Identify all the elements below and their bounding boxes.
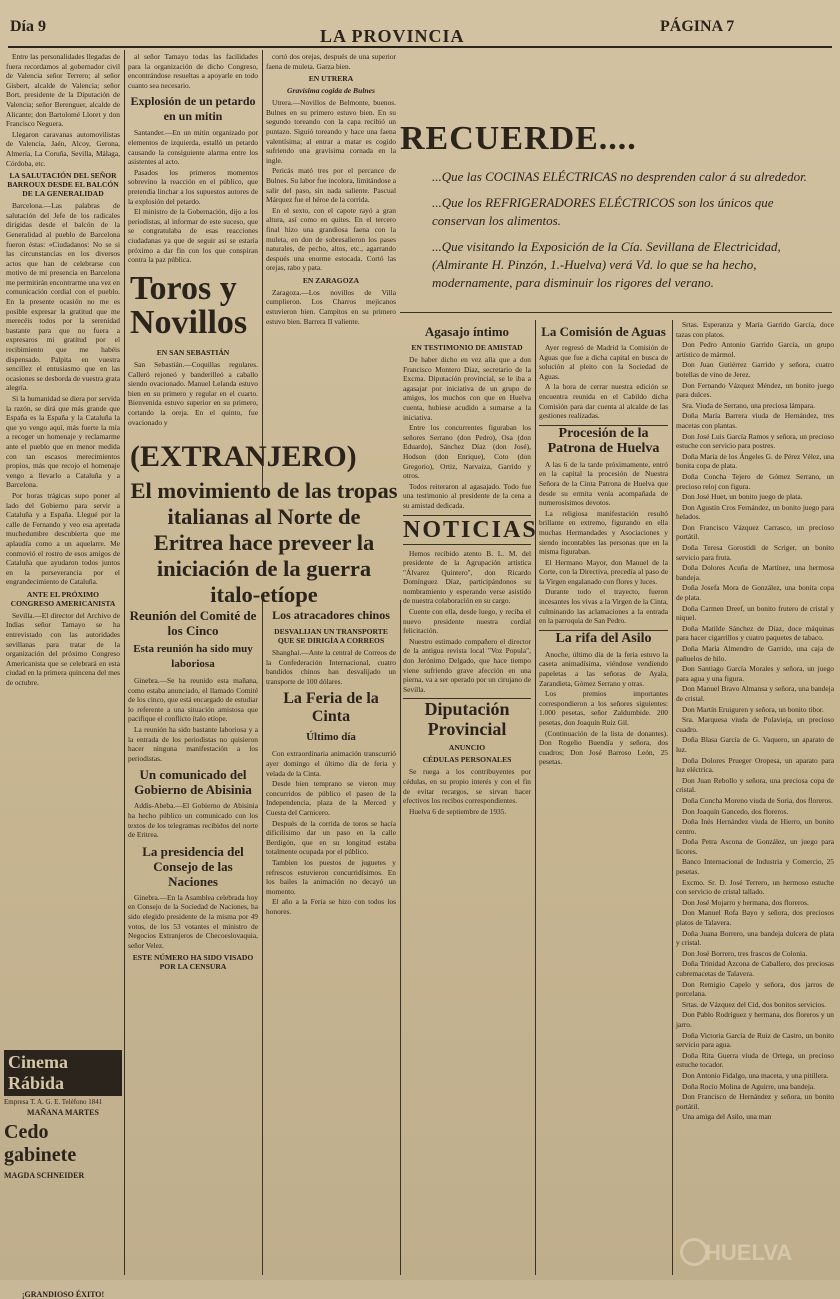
column-5: La Comisión de Aguas Ayer regresó de Madrid la Comisión de Aguas que fue a dicha capital en busca de solución al pleito con la Sociedad de Aguas. A la hora de cerrar nuestra edición se encuentra reunida en el Cabildo dicha Comisión para dar cuenta al alcalde de las gestiones realizadas. Procesión de la Patrona de Huelva A las 6 de la tarde próximamente, entró en la capital la procesión de Nuestra Señora de la Cinta Patrona de Huelva que desde su ermita venía acompañada de numerosísimos devotos. La religiosa manifestación resultó brillante en extremo, figurando en ella muchas Hermandades y Asociaciones y siendo incontables las personas que en la misma figuraban. El Hermano Mayor, don Manuel de la Corte, con la Directiva, precedía al paso de la Virgen engalanado con flores y luces. Durante todo el trayecto, fueron incesantes los vivas a la Virgen de la Cinta, culminando las aclamaciones a la entrada en la parroquia de San Pedro. La rifa del Asilo Anoche, último día de la feria estuvo la caseta animadísima, viéndose vendiendo papeletas a las señoras de Ayala, Zarandieta, Gómez Serrano y otras. Los premios importantes correspondieron a los señores siguientes: 1.000 pesetas, señor Zaldumbide. 200 pesetas, don Joaquín Ruiz Gil. (Continuación de la lista de donantes). Don Rogelio Buendía y señora, dos cuadros; Don José Barroso León, 25 pesetas. (539, 324, 668, 767)
film-star: MAGDA SCHNEIDER (4, 1171, 85, 1180)
watermark-text: HUELVA (705, 1240, 793, 1265)
headline-agasajo: Agasajo íntimo (424, 324, 510, 339)
page-number-label: PÁGINA 7 (660, 18, 735, 35)
film-title: Cedo gabinete (4, 1121, 77, 1166)
extranjero-label: (EXTRANJERO) (130, 440, 357, 473)
page-day-label: Día 9 (10, 18, 46, 35)
column-2-upper: al señor Tamayo todas las facilidades para la organización de dicho Congreso, encontrándose resueltas a apoyarle en todo cuanto sea necesario. Explosión de un petardo en un mitin Santander.—En un mitin organizado por elementos de izquierda, estalló un petardo causando la consiguiente alarma entre los asistentes al acto. Pasados los primeros momentos sobrevino la reacción en el público, que pretendía linchar a los supuestos autores de la explosión del petardo. El ministro de la Gobernación, dijo a los periodistas, al informar de este suceso, que se congratulaba de esas reacciones ciudadanas ya que de seguir así se estaría próximo a dar fin con los que conspiran contra la paz pública. (128, 52, 258, 265)
column-divider (672, 320, 673, 1275)
headline-diputacion: Diputación Provincial (403, 698, 531, 739)
page-header (0, 0, 840, 48)
headline-rifa: La rifa del Asilo (539, 630, 668, 646)
headline-procesion: Procesión de la Patrona de Huelva (539, 425, 668, 456)
ad-line: ...Que las COCINAS ELÉCTRICAS no desprenden calor á su alrededor. (432, 169, 807, 184)
headline-abisinia: Un comunicado del Gobierno de Abisinia (134, 767, 252, 798)
watermark-logo-icon (680, 1238, 708, 1266)
column-6-donors: Srtas. Esperanza y María Garrido García, doce tazas con platos. Don Pedro Antonio Garrido García, un grupo artístico de mármol. Don Juan Gutiérrez Garrido y señora, cuatro botellas de vino de Jerez. Don Fernando Vázquez Méndez, un bonito juego para dulces. Sra. Viuda de Serrano, una preciosa lámpara. Doña María Barrera viuda de Hernández, tres macetas con plantas. Don José Luis García Ramos y señora, un precioso estuche con servicio para postres. Doña María de los Ángeles G. de Pérez Vélez, una bonita copa de plata. Doña Concha Tejero de Gómez Serrano, un precioso reloj con figura. Don José Huet, un bonito juego de plata. Don Agustín Cros Fernández, un bonito juego para helados. Don Francisco Vázquez Carrasco, un precioso portátil. Doña Teresa Gorostidi de Scriger, un bonito servicio para fruta. Doña Dolores Acuña de Martínez, una hermosa bandeja. Doña Josefa Mora de González, una bonita copa de plata. Doña Carmen Dreef, un bonito frutero de cristal y niquel. Doña Matilde Sánchez de Díaz, doce máquinas para hacer cigarrillos y cuatro paquetes de tabaco. Doña María Almendro de Garrido, una caja de pañuelos de hilo. Don Santiago García Morales y señora, un juego para agua y una figura. Don Manuel Bravo Almansa y señora, una bandeja de cristal. Don Martín Eruiguren y señora, un bonito tibor. Sra. Marquesa viuda de Polavieja, un precioso cuadro. Doña Blasa García de G. Vaquero, un aparato de luz. Doña Dolores Prueger Oropesa, un aparato para luz eléctrica. Don Juan Rebollo y señora, una preciosa copa de cristal. Doña Concha Moreno viuda de Soria, dos floreros. Don Joaquín Gancedo, dos floreros. Doña Inés Hernández viuda de Hierro, un bonito centro. Doña Petra Ascona de González, un juego para licores. Banco Internacional de Industria y Comercio, 25 pesetas. Excmo. Sr. D. José Terrero, un hermoso estuche con servicio de cristal tallado. Don José Mojarro y hermana, dos floreros. Don Manuel Rofa Bayo y señora, dos preciosos platos de Talavera. Doña Juana Borrero, una bandeja dulcera de plata y cristal. Don José Borrero, tres frascos de Colonia. Doña Trinidad Azcona de Caballero, dos preciosas cubremacetas de Talavera. Don Remigio Capelo y señora, dos jarros de porcelana. Srtas. de Vázquez del Cid, dos bonitos servicios. Don Pablo Rodríguez y hermana, dos floreros y un jarro. Doña Victoria García de Ruiz de Castro, un bonito servicio para agua. Doña Rita Guerra viuda de Ortega, un precioso estuche tocador. Don Antonio Fidalgo, una maceta, y una pitillera. Doña Rocío Molina de Aguirre, una bandeja. Don Francisco de Hernández y señora, un bonito portátil. Una amiga del Asilo, una man (676, 320, 834, 1122)
headline-atracadores: Los atracadores chinos (272, 608, 390, 622)
column-2-lower: Reunión del Comité de los Cinco Esta reunión ha sido muy laboriosa Ginebra.—Se ha reunido esta mañana, como estaba anunciado, el llamado Comité de los cinco, que está encargado de estudiar lo referente a una situación amistosa que pacifique el conflicto ítalo etíope. La reunión ha sido bastante laboriosa y a la entrada de los periodistas no quisieron hacer ninguna manifestación a los periodistas. Un comunicado del Gobierno de Abisinia Addis-Abeba.—El Gobierno de Abisinia ha hecho público un comunicado con los textos de los telegramas recibidos del norte de Eritrea. La presidencia del Consejo de las Naciones Ginebra.—En la Asamblea celebrada hoy en Consejo de la Sociedad de Naciones, ha sido elegido presidente de la misma por 49 votos, de los 53 votantes el ministro de Negocios Extranjeros de Checoeslovaquia, señor Velez. ESTE NÚMERO HA SIDO VISADO POR LA CENSURA (128, 608, 258, 972)
ad-line: ...Que visitando la Exposición de la Cía. Sevillana de Electricidad, (Almirante H. Pinzón, 1.-Huelva) verá Vd. lo que se ha hecho, modernamente, para disminuir los rigores del verano. (432, 239, 781, 290)
cinema-name: Cinema Rábida (4, 1050, 122, 1096)
main-headline: El movimiento de las tropas italianas al Norte de Eritrea hace preveer la iniciación de la guerra italo-etíope (130, 478, 398, 607)
cinema-rabida-ad (4, 1050, 122, 1299)
headline-comision: La Comisión de Aguas (541, 324, 666, 339)
column-divider (535, 320, 536, 1275)
cinema-address: Empresa T. A. G. E. Teléfono 1841 (4, 1098, 103, 1106)
column-divider (262, 50, 263, 490)
electricity-ad (400, 120, 830, 300)
column-divider (262, 600, 263, 1275)
column-divider (400, 600, 401, 1275)
column-3-lower: Los atracadores chinos DESVALIJAN UN TRANSPORTE QUE SE DIRIGÍA A CORREOS Shanghai.—Ante la central de Correos de la Confederación Internacional, cuatro bandidos chinos han desvalijado un transporte de 100 dólares. La Feria de la Cinta Último día Con extraordinaria animación transcurrió ayer domingo el último día de feria y velada de la Cinta. Desde bien temprano se vieron muy concurridos de público el paseo de la Independencia, plaza de la Merced y Cuesta del Carnicero. Después de la corrida de toros se hacía dificilísimo dar un paso en la calle Berdigón, que en su longitud estaba totalmente ocupada por el público. Tambien los puestos de juguetes y refrescos estuvieron concurridísimos. En los bailes la animación no decayó un momento. El año a la Feria se hizo con todos los honores. (266, 608, 396, 916)
ad-line: ...Que los REFRIGERADORES ELÉCTRICOS son los únicos que conservan los alimentos. (432, 195, 774, 228)
film-exito: ¡GRANDIOSO ÉXITO! (21, 1290, 105, 1299)
masthead-title: LA PROVINCIA (320, 26, 465, 46)
headline-noticias: NOTICIAS (403, 516, 538, 543)
headline-presidencia: La presidencia del Consejo de las Naciones (142, 843, 244, 889)
column-4: Agasajo íntimo EN TESTIMONIO DE AMISTAD De haber dicho en vez alla que a don Francisco Montero Díaz, secretario de la Excma. Diputación provincial, se le iba a agasajar por iniciativa de un grupo de amigos, los muchos con que en Huelva cuenta, hubiese acudido a sumarse a la iniciativa. Entre los concurrentes figuraban los señores Serrano (don Pedro), Osa (don Eduardo), Sánchez Díaz (don José), Hodson (don Enrique), Coto (don Gregorio), Ortiz, Narvaiza, Garrido y otros. Todos reiteraron al agasajado. Todo fue una testimonio al presidente de la cena a su amistad dedicada. NOTICIAS Hemos recibido atento B. L. M. del presidente de la Agrupación artística "Álvarez Quintero", don Ricardo Domínguez Díaz, participándonos su nombramiento y esperando verse asistido de nuestra colaboración en su cargo. Cuente con ella, desde luego, y reciba el nuevo presidente nuestra cordial felicitación. Nuestro estimado compañero el director de la antigua revista local "Voz Popula", don Jerónimo Delgado, que hace tiempo viene sufriendo grave afección en una pierna, va a ser operado por un cirujano de Sevilla. Diputación Provincial ANUNCIO CÉDULAS PERSONALES Se ruega a los contribuyentes por cédulas, en su propio interés y con el fin de evitar recargos, se sirvan hacer efectivos los recibos correspondientes. Huelva 6 de septiembre de 1935. (403, 324, 538, 816)
header-rule (8, 46, 832, 48)
column-2-toros: EN SAN SEBASTIÁN San Sebastián.—Coquillas regulares. Calleró rejoneó y banderilleó a caballo siendo ovacionado. Manuel Lelanda estuvo bien en su primero y regular en el cuarto. Bienvenida estuvo superior en su primero, cortando la oreja. En el quinto, fue ovacionado y (128, 348, 258, 427)
section-heading: LA SALUTACIÓN DEL SEÑOR BARROUX DESDE EL BALCÓN DE LA GENERALIDAD (7, 171, 119, 199)
headline-feria: La Feria de la Cinta (283, 690, 379, 726)
ad-title: RECUERDE.... (400, 120, 637, 157)
headline-comite: Reunión del Comité de los Cinco (129, 608, 257, 638)
cinema-next: MAÑANA MARTES (27, 1108, 99, 1117)
headline-bulnes: Gravísima cogida de Bulnes (287, 86, 375, 96)
toros-headline: Toros y Novillos (130, 270, 248, 341)
column-1: Entre las personalidades llegadas de fuera recordamos al gobernador civil de Valencia señor Terrero; al señor Gisbert, alcalde de Valencia; señor Bort, presidente de la Diputación de Valencia; señor Berenguer, alcalde de Alicante; don Bartolomé Lloret y don Francisco Neguera. Llegaron caravanas automovilistas de Valencia, Jaén, Alcoy, Gerona, Almería, La Coruña, Sevilla, Málaga, Córdoba, etc. LA SALUTACIÓN DEL SEÑOR BARROUX DESDE EL BALCÓN DE LA GENERALIDAD Barcelona.—Las palabras de salutación del Jefe de los radicales dirigidas desde el balcón de la Generalidad al pueblo de Barcelona fueron éstas: «Ciudadanos: No se si las circunstancias en los diversos actos que han de celebrarse con motivo de mi presencia en Barcelona me permitirán encontrarme una vez en comunicación cordial con el pueblo. En la presente ocasión no me es posible expresar la gratitud que me merecéis todos por la serenidad bastante para que no fuera a expresaros mi gratitud por el recibimiento que me habéis dispensado. Palpita en vuestra sencillez el entusiasmo que en las ocasiones se desborda de vuestra grata alegría. Si la humanidad se diera por servida la razón, se dirá que más grande que España es la España y la Cataluña la que yo vengo aquí, más fuerte la mía a recoger un homenaje y reclamarme ante el pueblo que en menor medida con tan escasos merecimientos propios, más que recojo el homenaje vengo a llevarlo a Cataluña y a Barcelona. Por horas trágicas supo poner al lado del Gobierno para servir a Cataluña y a España. Llegué por la calle de Fernando y veo esa apretada muchedumbre descubierta que me aplaudía como a un aquelarre. Me conmovió el rostro de esos amigos de Cataluña que ayudaron todos juntos en la perseverancia por el engrandecimiento de Cataluña. ANTE EL PRÓXIMO CONGRESO AMERICANISTA Sevilla.—El director del Archivo de Indias señor Tamayo se ha entrevistado con las autoridades sevillanas para tratar de la organización del próximo Congreso Americanista que se celebrará en esta ciudad en la primera quincena del mes de octubre. (6, 52, 120, 688)
section-heading: ANTE EL PRÓXIMO CONGRESO AMERICANISTA (10, 589, 116, 608)
headline-explosion: Explosión de un petardo en un mitin (130, 94, 256, 124)
column-3-upper: cortó dos orejas, después de una superior faena de muleta. Garza bien. EN UTRERA Gravísima cogida de Bulnes Utrera.—Novillos de Belmonte, buenos. Bulnes en su primero estuvo bien. En su segundo toreando con la capa recibió un puntazo. Siguió toreando y hace una faena valentísima; al entrar a matar es cogido sufriendo una gravísima cornada en la ingle. Pericás mató tres por el percance de Bulnes. Su labor fue incolora, limitándose a salir del paso, sin nada saliente. Pascual Márquez fue el héroe de la corrida. En el sexto, con el capote rayó a gran altura, así como en quites. En el tercero final hizo una grandiosa faena con la muleta, en don de sobresalieron los pases naturales, de pecho, altos, etc., agarrando después una enorme estocada. Cortó las orejas, rabo y pata. EN ZARAGOZA Zaragoza.—Los novillos de Villa cumplieron. Los Charros mejicanos estuvieron bien. Campitos en su primero estuvo bien. Barrera II valiente. (266, 52, 396, 326)
ad-bottom-rule (400, 312, 832, 313)
column-divider (124, 50, 125, 1275)
